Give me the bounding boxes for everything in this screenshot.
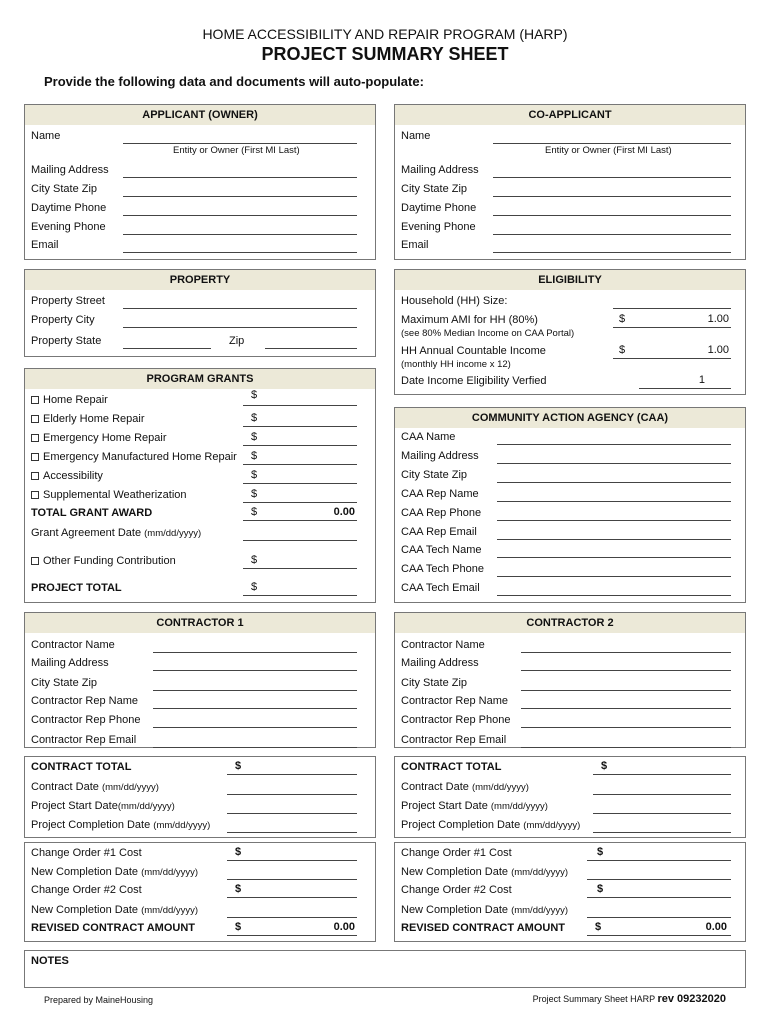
- applicant-mailing-field[interactable]: [123, 177, 357, 178]
- checkbox-icon[interactable]: [31, 434, 39, 442]
- c1-new2-label: New Completion Date (mm/dd/yyyy): [31, 904, 199, 916]
- c1-date-field[interactable]: [227, 794, 357, 795]
- grant-currency: $: [251, 450, 258, 462]
- c1-co2-currency: $: [235, 883, 242, 895]
- eligibility-date-value[interactable]: 1: [698, 374, 705, 386]
- property-city-label: Property City: [31, 314, 95, 326]
- other-funding-field[interactable]: [243, 568, 357, 569]
- applicant-name-field[interactable]: [123, 143, 357, 144]
- coapplicant-name-label: Name: [401, 130, 431, 142]
- annual-income-field: [613, 358, 731, 359]
- grant-elderly[interactable]: Elderly Home Repair: [31, 413, 144, 425]
- c2-revised-value: 0.00: [705, 921, 727, 933]
- c2-co2-currency: $: [597, 883, 604, 895]
- applicant-section: [24, 104, 376, 260]
- total-grant-currency: $: [251, 506, 258, 518]
- c1-total-field[interactable]: [227, 774, 357, 775]
- c2-rep-email-label: Contractor Rep Email: [401, 734, 507, 746]
- c2-date-field[interactable]: [593, 794, 731, 795]
- c1-revised-label: REVISED CONTRACT AMOUNT: [31, 922, 195, 934]
- c1-mailing-field[interactable]: [153, 670, 357, 671]
- c2-co1-field[interactable]: [587, 860, 731, 861]
- caa-mailing-field[interactable]: [497, 463, 731, 464]
- instruction-text: Provide the following data and documents will auto-populate:: [44, 74, 424, 89]
- grant-currency: $: [251, 412, 258, 424]
- checkbox-icon[interactable]: [31, 396, 39, 404]
- caa-rep-email-label: CAA Rep Email: [401, 526, 477, 538]
- c2-revised-label: REVISED CONTRACT AMOUNT: [401, 922, 565, 934]
- coapplicant-city-field[interactable]: [493, 196, 731, 197]
- grants-header: PROGRAM GRANTS: [25, 369, 375, 389]
- c1-name-label: Contractor Name: [31, 639, 115, 651]
- caa-tech-name-label: CAA Tech Name: [401, 544, 482, 556]
- contractor1-section: [24, 612, 376, 748]
- contractor2-section: [394, 612, 746, 748]
- checkbox-icon[interactable]: [31, 453, 39, 461]
- eligibility-section: [394, 269, 746, 395]
- c1-mailing-label: Mailing Address: [31, 657, 109, 669]
- c2-revised-field: [587, 935, 731, 936]
- property-street-label: Property Street: [31, 295, 105, 307]
- caa-tech-name-field[interactable]: [497, 557, 731, 558]
- caa-tech-phone-field[interactable]: [497, 576, 731, 577]
- applicant-city-label: City State Zip: [31, 183, 98, 195]
- caa-name-field[interactable]: [497, 444, 731, 445]
- grant-emergency[interactable]: Emergency Home Repair: [31, 432, 167, 444]
- c1-rep-phone-field[interactable]: [153, 727, 357, 728]
- coapplicant-mailing-label: Mailing Address: [401, 164, 479, 176]
- c2-rep-name-label: Contractor Rep Name: [401, 695, 508, 707]
- coapplicant-name-hint: Entity or Owner (First MI Last): [545, 145, 672, 156]
- c2-name-field[interactable]: [521, 652, 731, 653]
- coapplicant-city-label: City State Zip: [401, 183, 468, 195]
- c2-new2-label: New Completion Date (mm/dd/yyyy): [401, 904, 569, 916]
- caa-name-label: CAA Name: [401, 431, 456, 443]
- c2-revised-currency: $: [595, 921, 602, 933]
- caa-rep-email-field[interactable]: [497, 539, 731, 540]
- c1-rep-email-label: Contractor Rep Email: [31, 734, 137, 746]
- annual-income-currency: $: [619, 344, 626, 356]
- c2-city-field[interactable]: [521, 690, 731, 691]
- c2-new1-label: New Completion Date (mm/dd/yyyy): [401, 866, 569, 878]
- c1-revised-currency: $: [235, 921, 242, 933]
- contractor2-totals: [394, 756, 746, 838]
- c2-total-currency: $: [601, 760, 608, 772]
- eligibility-header: ELIGIBILITY: [395, 270, 745, 290]
- c2-rep-phone-label: Contractor Rep Phone: [401, 714, 511, 726]
- coapplicant-eve-field[interactable]: [493, 234, 731, 235]
- contractor2-header: CONTRACTOR 2: [395, 613, 745, 633]
- eligibility-date-field: [639, 388, 731, 389]
- coapplicant-day-field[interactable]: [493, 215, 731, 216]
- annual-income-label: HH Annual Countable Income: [401, 345, 546, 357]
- coapplicant-email-label: Email: [401, 239, 429, 251]
- caa-header: COMMUNITY ACTION AGENCY (CAA): [395, 408, 745, 428]
- ami-hint: (see 80% Median Income on CAA Portal): [401, 328, 575, 339]
- c2-mailing-field[interactable]: [521, 670, 731, 671]
- grant-accessibility[interactable]: Accessibility: [31, 470, 103, 482]
- caa-section: [394, 407, 746, 603]
- coapplicant-mailing-field[interactable]: [493, 177, 731, 178]
- other-funding[interactable]: Other Funding Contribution: [31, 555, 176, 567]
- c1-co2-field[interactable]: [227, 897, 357, 898]
- coapplicant-header: CO-APPLICANT: [395, 105, 745, 125]
- c2-rep-email-field[interactable]: [521, 747, 731, 748]
- coapplicant-section: [394, 104, 746, 260]
- caa-rep-phone-field[interactable]: [497, 520, 731, 521]
- applicant-eve-label: Evening Phone: [31, 221, 106, 233]
- hh-size-label: Household (HH) Size:: [401, 295, 508, 307]
- c2-co1-currency: $: [597, 846, 604, 858]
- c1-co1-field[interactable]: [227, 860, 357, 861]
- caa-rep-phone-label: CAA Rep Phone: [401, 507, 482, 519]
- grant-elderly-field[interactable]: [243, 426, 357, 427]
- caa-tech-email-field[interactable]: [497, 595, 731, 596]
- c2-name-label: Contractor Name: [401, 639, 485, 651]
- total-grant-value: 0.00: [333, 506, 355, 518]
- grant-currency: $: [251, 488, 258, 500]
- grant-home-repair-field[interactable]: [243, 405, 357, 406]
- property-state-label: Property State: [31, 335, 102, 347]
- c2-co1-label: Change Order #1 Cost: [401, 847, 512, 859]
- ami-label: Maximum AMI for HH (80%): [401, 314, 538, 326]
- c1-co1-currency: $: [235, 846, 242, 858]
- c1-rep-email-field[interactable]: [153, 747, 357, 748]
- c1-name-field[interactable]: [153, 652, 357, 653]
- c2-new2-field[interactable]: [587, 917, 731, 918]
- c2-start-field[interactable]: [593, 813, 731, 814]
- property-street-field[interactable]: [123, 308, 357, 309]
- caa-tech-email-label: CAA Tech Email: [401, 582, 480, 594]
- annual-income-value[interactable]: 1.00: [707, 344, 729, 356]
- applicant-day-field[interactable]: [123, 215, 357, 216]
- eligibility-date-label: Date Income Eligibility Verfied: [401, 375, 547, 387]
- c1-completion-label: Project Completion Date (mm/dd/yyyy): [31, 819, 211, 831]
- c2-start-label: Project Start Date (mm/dd/yyyy): [401, 800, 548, 812]
- contractor2-change-orders: [394, 842, 746, 942]
- ami-currency: $: [619, 313, 626, 325]
- c1-revised-field: [227, 935, 357, 936]
- c2-total-field[interactable]: [593, 774, 731, 775]
- total-grant-label: TOTAL GRANT AWARD: [31, 507, 153, 519]
- contractor1-totals: [24, 756, 376, 838]
- grant-accessibility-field[interactable]: [243, 483, 357, 484]
- c1-total-label: CONTRACT TOTAL: [31, 761, 132, 773]
- c1-co1-label: Change Order #1 Cost: [31, 847, 142, 859]
- caa-rep-name-label: CAA Rep Name: [401, 488, 479, 500]
- c2-co2-label: Change Order #2 Cost: [401, 884, 512, 896]
- agreement-date-label: Grant Agreement Date (mm/dd/yyyy): [31, 527, 202, 539]
- c1-rep-name-field[interactable]: [153, 708, 357, 709]
- c1-city-label: City State Zip: [31, 677, 98, 689]
- c1-new1-field[interactable]: [227, 879, 357, 880]
- coapplicant-name-field[interactable]: [493, 143, 731, 144]
- applicant-name-label: Name: [31, 130, 61, 142]
- program-title: HOME ACCESSIBILITY AND REPAIR PROGRAM (HARP): [202, 26, 568, 42]
- applicant-eve-field[interactable]: [123, 234, 357, 235]
- c1-new1-label: New Completion Date (mm/dd/yyyy): [31, 866, 199, 878]
- applicant-name-hint: Entity or Owner (First MI Last): [173, 145, 300, 156]
- grant-manufactured[interactable]: Emergency Manufactured Home Repair: [31, 451, 237, 463]
- c2-completion-field[interactable]: [593, 832, 731, 833]
- grant-weatherization-field[interactable]: [243, 502, 357, 503]
- project-total-currency: $: [251, 581, 258, 593]
- c1-co2-label: Change Order #2 Cost: [31, 884, 142, 896]
- property-zip-field[interactable]: [265, 348, 357, 349]
- c2-new1-field[interactable]: [587, 879, 731, 880]
- c1-total-currency: $: [235, 760, 242, 772]
- caa-mailing-label: Mailing Address: [401, 450, 479, 462]
- page-title: PROJECT SUMMARY SHEET: [261, 44, 509, 64]
- property-header: PROPERTY: [25, 270, 375, 290]
- c2-date-label: Contract Date (mm/dd/yyyy): [401, 781, 529, 793]
- checkbox-icon[interactable]: [31, 491, 39, 499]
- property-section: [24, 269, 376, 357]
- c2-co2-field[interactable]: [587, 897, 731, 898]
- grant-currency: $: [251, 431, 258, 443]
- c1-start-field[interactable]: [227, 813, 357, 814]
- project-total-label: PROJECT TOTAL: [31, 582, 122, 594]
- c1-city-field[interactable]: [153, 690, 357, 691]
- checkbox-icon[interactable]: [31, 472, 39, 480]
- notes-section[interactable]: [24, 950, 746, 988]
- grant-home-repair[interactable]: Home Repair: [31, 394, 108, 406]
- grant-currency: $: [251, 469, 258, 481]
- applicant-day-label: Daytime Phone: [31, 202, 107, 214]
- c1-new2-field[interactable]: [227, 917, 357, 918]
- grant-currency: $: [251, 389, 258, 401]
- total-grant-field: [243, 520, 357, 521]
- c1-rep-name-label: Contractor Rep Name: [31, 695, 138, 707]
- grants-section: [24, 368, 376, 603]
- coapplicant-eve-label: Evening Phone: [401, 221, 476, 233]
- contractor1-header: CONTRACTOR 1: [25, 613, 375, 633]
- property-zip-label: Zip: [229, 335, 245, 347]
- applicant-city-field[interactable]: [123, 196, 357, 197]
- caa-city-label: City State Zip: [401, 469, 468, 481]
- c1-revised-value: 0.00: [333, 921, 355, 933]
- grant-emergency-field[interactable]: [243, 445, 357, 446]
- applicant-email-label: Email: [31, 239, 59, 251]
- coapplicant-day-label: Daytime Phone: [401, 202, 477, 214]
- applicant-email-field[interactable]: [123, 252, 357, 253]
- c1-start-label: Project Start Date(mm/dd/yyyy): [31, 800, 175, 812]
- caa-city-field[interactable]: [497, 482, 731, 483]
- checkbox-icon[interactable]: [31, 557, 39, 565]
- ami-field: [613, 327, 731, 328]
- c2-completion-label: Project Completion Date (mm/dd/yyyy): [401, 819, 581, 831]
- property-state-field[interactable]: [123, 348, 211, 349]
- property-city-field[interactable]: [123, 327, 357, 328]
- hh-size-field[interactable]: [613, 308, 731, 309]
- sheet-revision: Project Summary Sheet HARP rev 09232020: [532, 993, 726, 1005]
- ami-value[interactable]: 1.00: [707, 313, 729, 325]
- c2-city-label: City State Zip: [401, 677, 468, 689]
- caa-tech-phone-label: CAA Tech Phone: [401, 563, 484, 575]
- c1-rep-phone-label: Contractor Rep Phone: [31, 714, 141, 726]
- other-funding-currency: $: [251, 554, 258, 566]
- c2-rep-phone-field[interactable]: [521, 727, 731, 728]
- annual-income-hint: (monthly HH income x 12): [401, 359, 511, 370]
- c1-completion-field[interactable]: [227, 832, 357, 833]
- prepared-by: Prepared by MaineHousing: [44, 995, 154, 1005]
- contractor1-change-orders: [24, 842, 376, 942]
- grant-manufactured-field[interactable]: [243, 464, 357, 465]
- agreement-date-field[interactable]: [243, 540, 357, 541]
- grant-weatherization[interactable]: Supplemental Weatherization: [31, 489, 187, 501]
- checkbox-icon[interactable]: [31, 415, 39, 423]
- applicant-header: APPLICANT (OWNER): [25, 105, 375, 125]
- c2-rep-name-field[interactable]: [521, 708, 731, 709]
- c2-mailing-label: Mailing Address: [401, 657, 479, 669]
- caa-rep-name-field[interactable]: [497, 501, 731, 502]
- c1-date-label: Contract Date (mm/dd/yyyy): [31, 781, 159, 793]
- project-total-field: [243, 595, 357, 596]
- coapplicant-email-field[interactable]: [493, 252, 731, 253]
- notes-label: NOTES: [31, 955, 69, 967]
- applicant-mailing-label: Mailing Address: [31, 164, 109, 176]
- c2-total-label: CONTRACT TOTAL: [401, 761, 502, 773]
